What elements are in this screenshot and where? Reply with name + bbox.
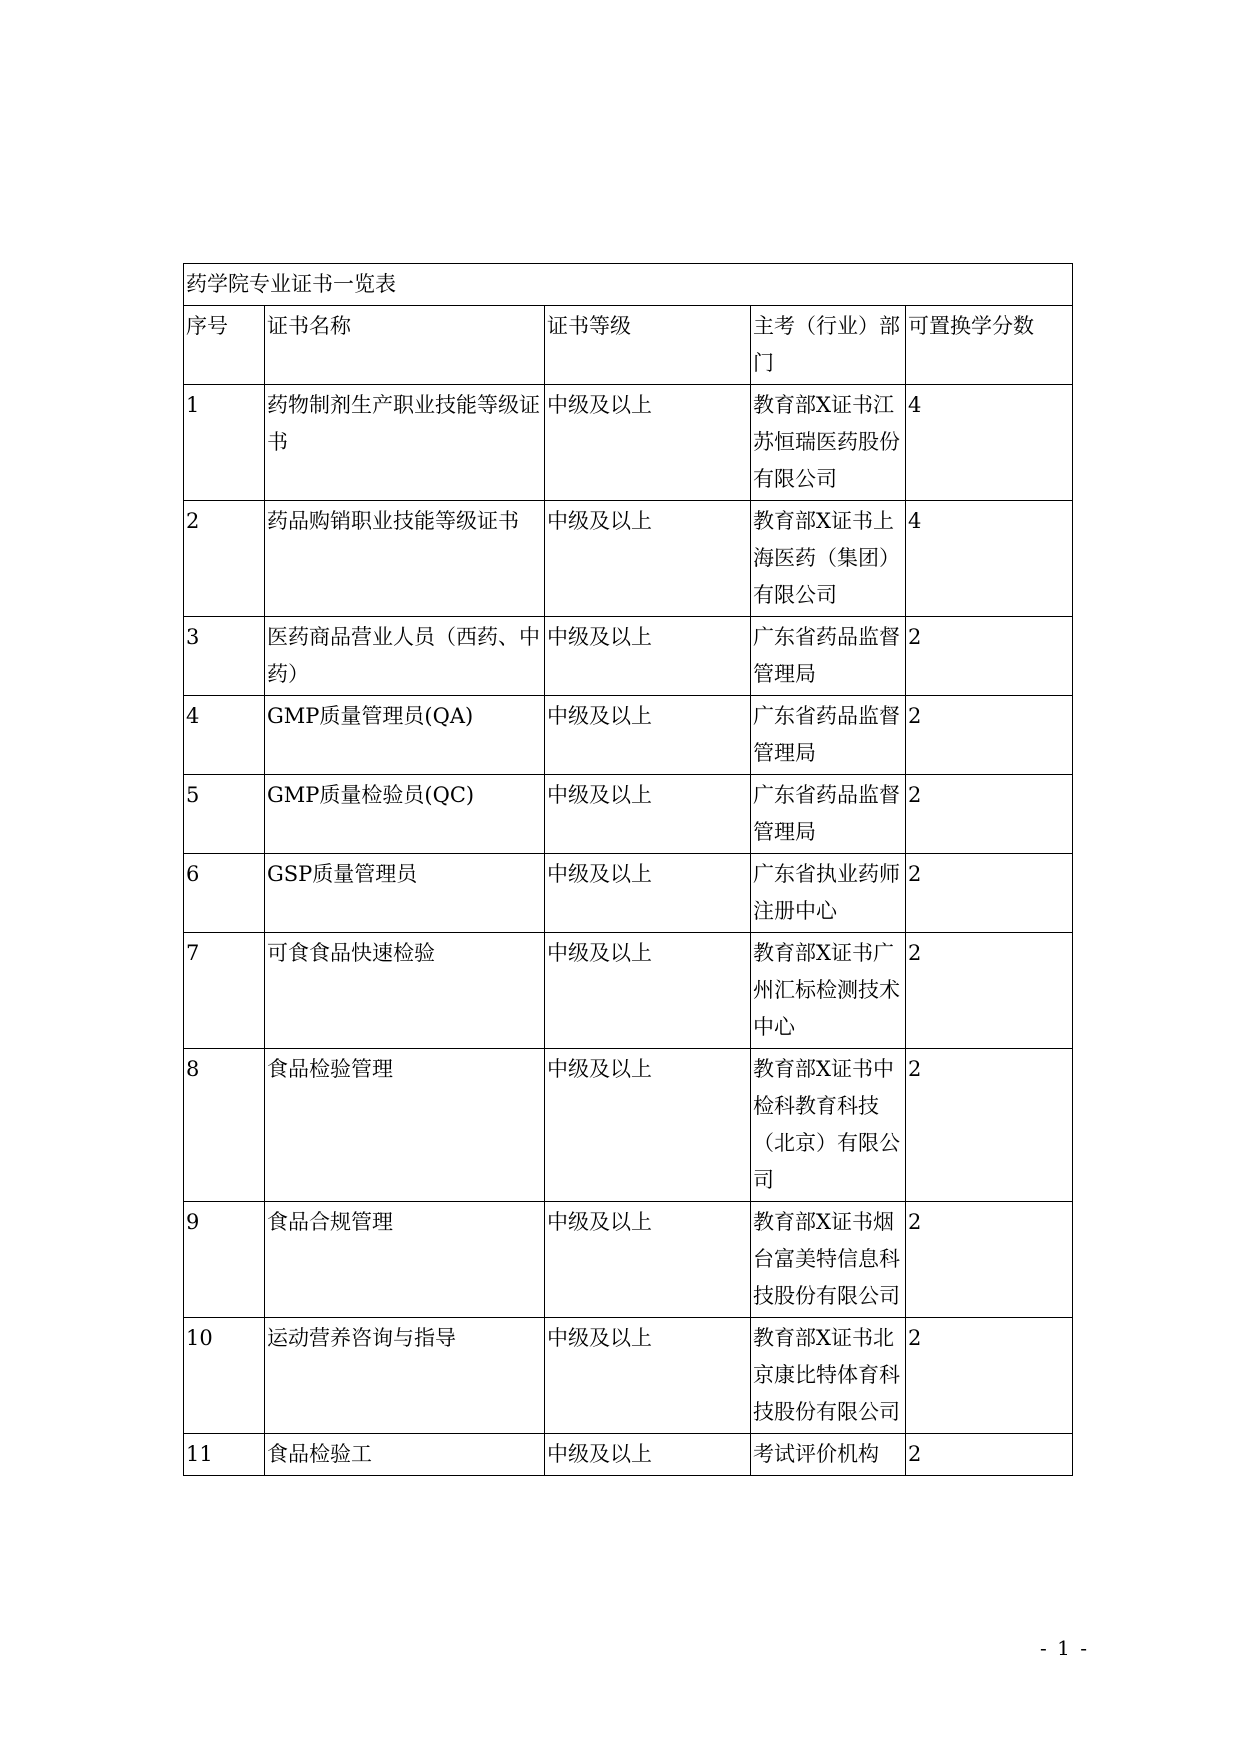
table-row [184,1202,1073,1318]
row-name: 药物制剂生产职业技能等级证书 [265,385,545,501]
row-score: 2 [906,854,1073,933]
header-score: 可置换学分数 [906,306,1073,385]
row-level: 中级及以上 [545,1318,751,1434]
row-level: 中级及以上 [545,1434,751,1476]
row-no: 4 [184,696,265,775]
page-number: - 1 - [1040,1636,1089,1660]
row-no: 6 [184,854,265,933]
table-row [184,617,1073,696]
row-score: 2 [906,617,1073,696]
row-name: 药品购销职业技能等级证书 [265,501,545,617]
row-no: 1 [184,385,265,501]
row-score: 2 [906,1318,1073,1434]
table-row [184,933,1073,1049]
row-name: 食品检验管理 [265,1049,545,1202]
header-dept: 主考（行业）部门 [751,306,906,385]
row-no: 9 [184,1202,265,1318]
table-title-row [184,264,1073,306]
table-title: 药学院专业证书一览表 [184,264,1073,306]
row-level: 中级及以上 [545,696,751,775]
row-score: 2 [906,1434,1073,1476]
row-level: 中级及以上 [545,617,751,696]
row-level: 中级及以上 [545,854,751,933]
row-no: 8 [184,1049,265,1202]
header-no: 序号 [184,306,265,385]
row-dept: 教育部X证书北京康比特体育科技股份有限公司 [751,1318,906,1434]
row-dept: 考试评价机构 [751,1434,906,1476]
row-score: 2 [906,1202,1073,1318]
row-level: 中级及以上 [545,1049,751,1202]
row-level: 中级及以上 [545,933,751,1049]
row-level: 中级及以上 [545,385,751,501]
table-header-row [184,306,1073,385]
row-no: 7 [184,933,265,1049]
header-name: 证书名称 [265,306,545,385]
row-dept: 教育部X证书上海医药（集团）有限公司 [751,501,906,617]
row-score: 2 [906,1049,1073,1202]
table-row [184,775,1073,854]
row-name: GMP质量管理员(QA) [265,696,545,775]
row-no: 3 [184,617,265,696]
table-row [184,696,1073,775]
row-no: 5 [184,775,265,854]
row-no: 11 [184,1434,265,1476]
row-dept: 教育部X证书烟台富美特信息科技股份有限公司 [751,1202,906,1318]
row-no: 2 [184,501,265,617]
row-level: 中级及以上 [545,501,751,617]
certificate-table [183,263,1073,1476]
row-dept: 广东省药品监督管理局 [751,696,906,775]
row-level: 中级及以上 [545,775,751,854]
row-name: 运动营养咨询与指导 [265,1318,545,1434]
row-name: 可食食品快速检验 [265,933,545,1049]
row-dept: 广东省药品监督管理局 [751,775,906,854]
row-score: 4 [906,385,1073,501]
row-name: 食品检验工 [265,1434,545,1476]
row-dept: 教育部X证书中检科教育科技（北京）有限公司 [751,1049,906,1202]
row-dept: 广东省药品监督管理局 [751,617,906,696]
row-score: 2 [906,696,1073,775]
table-row [184,1049,1073,1202]
table-row [184,385,1073,501]
row-dept: 教育部X证书江苏恒瑞医药股份有限公司 [751,385,906,501]
table-row [184,501,1073,617]
row-score: 2 [906,775,1073,854]
row-name: GMP质量检验员(QC) [265,775,545,854]
row-score: 2 [906,933,1073,1049]
header-level: 证书等级 [545,306,751,385]
row-level: 中级及以上 [545,1202,751,1318]
row-name: 食品合规管理 [265,1202,545,1318]
table-row [184,1434,1073,1476]
row-dept: 广东省执业药师注册中心 [751,854,906,933]
row-name: GSP质量管理员 [265,854,545,933]
row-no: 10 [184,1318,265,1434]
row-score: 4 [906,501,1073,617]
table-row [184,1318,1073,1434]
row-name: 医药商品营业人员（西药、中药） [265,617,545,696]
table-row [184,854,1073,933]
row-dept: 教育部X证书广州汇标检测技术中心 [751,933,906,1049]
